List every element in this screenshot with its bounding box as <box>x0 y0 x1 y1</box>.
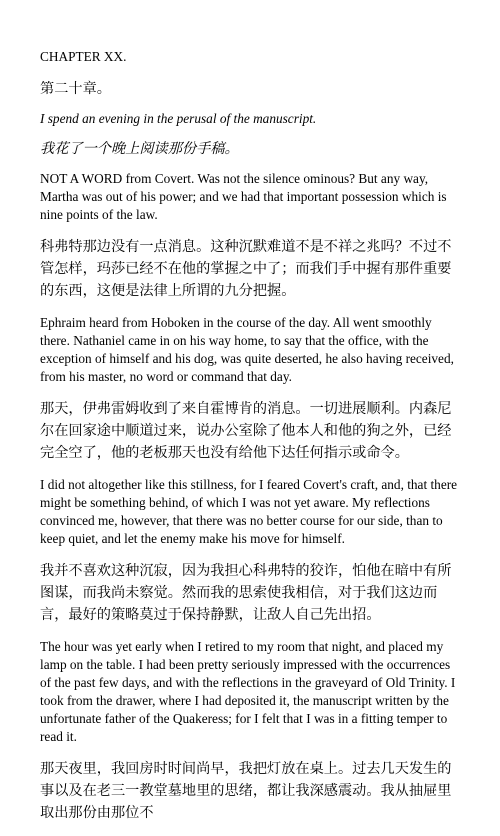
chapter-title-en: CHAPTER XX. <box>40 49 127 64</box>
paragraph-zh: 那天，伊弗雷姆收到了来自霍博肯的消息。一切进展顺利。内森尼尔在回家途中顺道过来，说办公室除了他本人和他的狗之外，已经完全空了，他的老板那天也没有给他下达任何指示或命令。 <box>40 401 452 461</box>
paragraph-en: Ephraim heard from Hoboken in the course of the day. All went smoothly there. Nathaniel came in on his way home, to say that the office, with the exception of himself and his dog, was quite deserted, he also having received, from his master, no word or command that day. <box>40 315 454 384</box>
paragraph-zh: 那天夜里，我回房时时间尚早，我把灯放在桌上。过去几天发生的事以及在老三一教堂墓地里的思绪，都让我深感震动。我从抽屉里取出那份由那位不 <box>40 761 452 821</box>
chapter-title-zh: 第二十章。 <box>40 81 111 97</box>
paragraph-en: The hour was yet early when I retired to my room that night, and placed my lamp on the table. I had been pretty seriously impressed with the occurrences of the past few days, and with the reflections in the graveyard of Old Trinity. I took from the drawer, where I had deposited it, the manuscript written by the unfortunate father of the Quakeress; for I felt that I was in a fitting temper to read it. <box>40 639 456 744</box>
chapter-subtitle-zh: 我花了一个晚上阅读那份手稿。 <box>40 141 239 157</box>
paragraph-zh: 科弗特那边没有一点消息。这种沉默难道不是不祥之兆吗？不过不管怎样，玛莎已经不在他的掌握之中了；而我们手中握有那件重要的东西，这便是法律上所谓的九分把握。 <box>40 239 452 299</box>
paragraph-en: I did not altogether like this stillness, for I feared Covert's craft, and, that there might be something behind, of which I was not yet aware. My reflections convinced me, however, that there was no better course for our side, than to keep quiet, and let the enemy make his move for himself. <box>40 477 458 546</box>
paragraph-en: NOT A WORD from Covert. Was not the silence ominous? But any way, Martha was out of his power; and we had that important possession which is nine points of the law. <box>40 171 447 222</box>
document-page <box>40 48 463 836</box>
paragraph-zh: 我并不喜欢这种沉寂，因为我担心科弗特的狡诈，怕他在暗中有所图谋，而我尚未察觉。然而我的思索使我相信，对于我们这边而言，最好的策略莫过于保持静默，让敌人自己先出招。 <box>40 563 452 623</box>
chapter-subtitle-en: I spend an evening in the perusal of the manuscript. <box>40 111 317 126</box>
